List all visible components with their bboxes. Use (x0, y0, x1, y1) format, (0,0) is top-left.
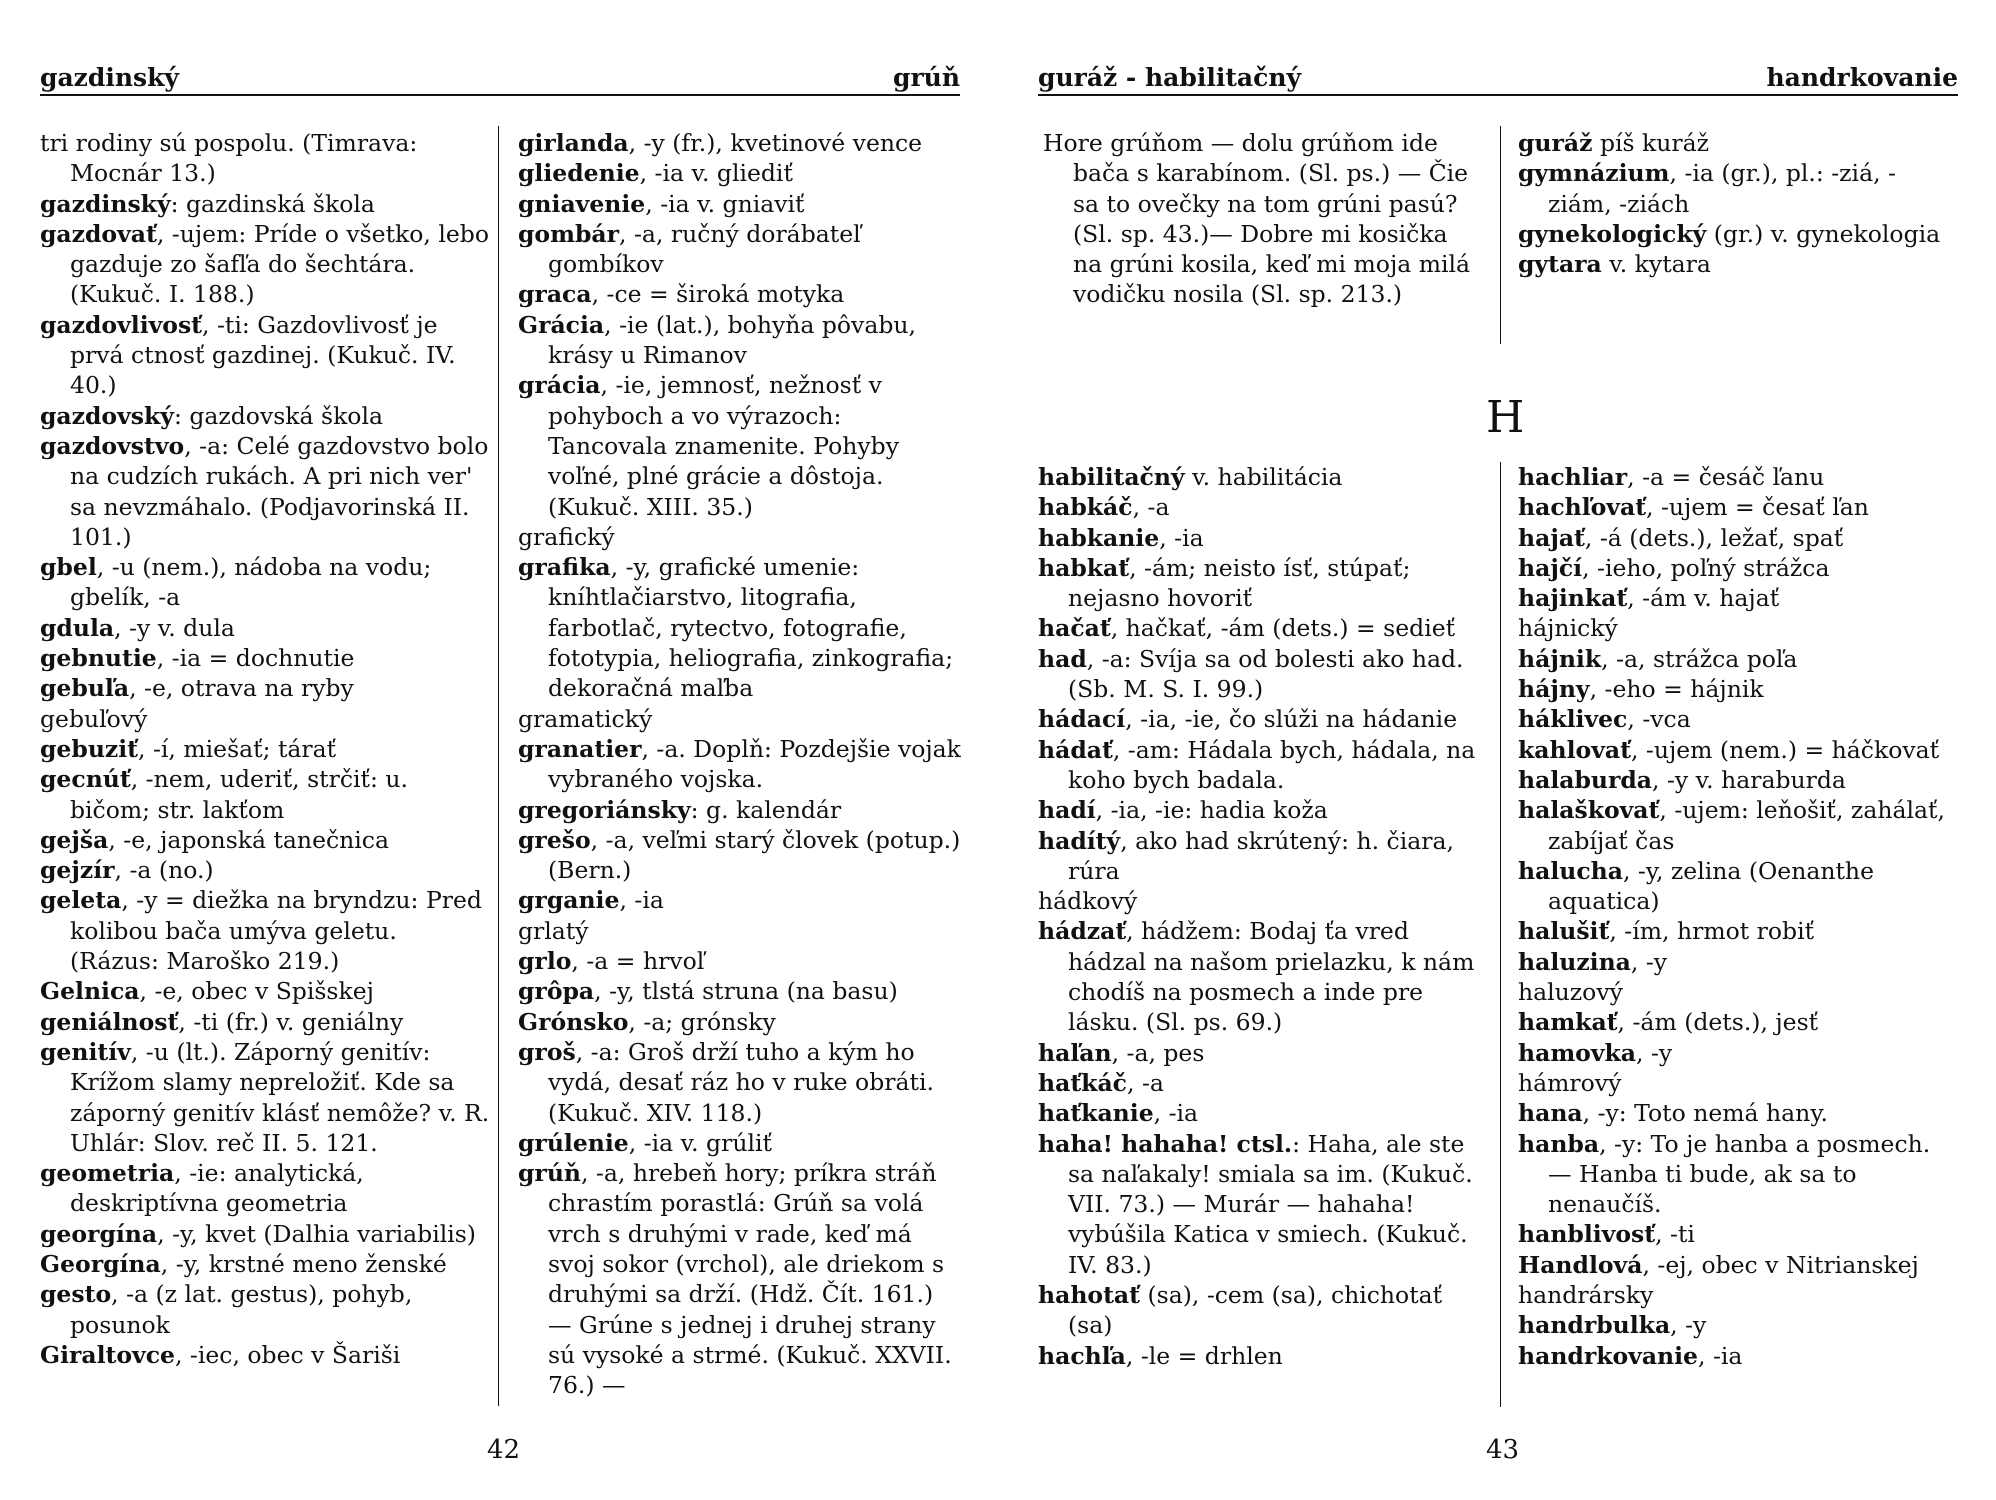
dictionary-entry: grganie, -ia (518, 886, 664, 915)
dictionary-entry: gdula, -y v. dula (40, 613, 235, 642)
dictionary-entry: hanblivosť, -ti (1518, 1220, 1695, 1249)
dictionary-entry: hačať, hačkať, -ám (dets.) = sedieť (1038, 614, 1456, 643)
dictionary-entry: grlatý (518, 916, 589, 945)
right-page (998, 0, 1996, 1500)
dictionary-entry: hádací, -ia, -ie, čo slúži na hádanie (1038, 705, 1458, 734)
dictionary-entry: gecnúť, -nem, uderiť, strčiť: u. bičom; str. lakťom (40, 765, 408, 824)
dictionary-entry: haťkáč, -a (1038, 1068, 1164, 1097)
dictionary-entry: guráž píš kuráž (1518, 129, 1710, 157)
column-divider (498, 126, 499, 1406)
dictionary-entry: hamkať, -ám (dets.), jesť (1518, 1008, 1819, 1037)
dictionary-entry: hachliar, -a = česáč ľanu (1518, 463, 1825, 491)
dictionary-entry: haha! hahaha! ctsl.: Haha, ale ste sa naľakaly! smiala sa im. (Kukuč. VII. 73.) — Murár — hahaha! vybúšila Katica v smiech. (Kukuč. IV. 83.) (1038, 1129, 1473, 1279)
header-left-word: guráž - habilitačný (1038, 63, 1302, 92)
dictionary-entry: grácia, -ie, jemnosť, nežnosť v pohyboch a vo výrazoch: Tancovala znamenite. Pohyby voľné, plné grácie a dôstoja. (Kukuč. XIII. 35.) (518, 371, 899, 521)
letter-heading: H (1486, 392, 1525, 443)
dictionary-entry: Grónsko, -a; grónsky (518, 1007, 776, 1036)
dictionary-entry: handrársky (1518, 1281, 1654, 1310)
left-column (1038, 462, 1483, 1371)
dictionary-entry: Georgína, -y, krstné meno ženské (40, 1249, 447, 1278)
dictionary-entry: gesto, -a (z lat. gestus), pohyb, posunok (40, 1280, 413, 1339)
dictionary-entry: halucha, -y, zelina (Oenanthe aquatica) (1518, 856, 1874, 916)
dictionary-entry: handrbulka, -y (1518, 1311, 1707, 1340)
dictionary-entry: hájny, -eho = hájnik (1518, 675, 1764, 704)
dictionary-entry: girlanda, -y (fr.), kvetinové vence (518, 129, 923, 157)
dictionary-entry: geometria, -ie: analytická, deskriptívna geometria (40, 1159, 364, 1218)
dictionary-entry: gniavenie, -ia v. gniaviť (518, 189, 805, 218)
dictionary-entry: hahotať (sa), -cem (sa), chichotať (sa) (1038, 1281, 1443, 1340)
dictionary-entry: gymnázium, -ia (gr.), pl.: -ziá, -ziám, -ziách (1518, 159, 1896, 218)
dictionary-entry: halaburda, -y v. haraburda (1518, 765, 1846, 794)
dictionary-entry: habilitačný v. habilitácia (1038, 463, 1343, 491)
dictionary-entry: gebnutie, -ia = dochnutie (40, 644, 355, 673)
running-header (40, 58, 960, 96)
dictionary-entry: hajať, -á (dets.), ležať, spať (1518, 523, 1844, 552)
dictionary-entry: hájnik, -a, strážca poľa (1518, 644, 1798, 673)
dictionary-entry: hana, -y: Toto nemá hany. (1518, 1099, 1828, 1128)
dictionary-entry: habkáč, -a (1038, 493, 1170, 522)
dictionary-entry: handrkovanie, -ia (1518, 1341, 1743, 1370)
dictionary-entry: gregoriánsky: g. kalendár (518, 795, 842, 824)
dictionary-entry: hajčí, -ieho, poľný strážca (1518, 553, 1830, 582)
dictionary-entry: gynekologický (gr.) v. gynekologia (1518, 219, 1941, 248)
header-right-word: grúň (892, 63, 960, 92)
dictionary-entry: hadí, -ia, -ie: hadia koža (1038, 796, 1328, 825)
dictionary-entry: georgína, -y, kvet (Dalhia variabilis) (40, 1219, 476, 1248)
dictionary-entry: grafický (518, 522, 615, 551)
dictionary-entry: gejša, -e, japonská tanečnica (40, 825, 389, 854)
dictionary-entry: Giraltovce, -iec, obec v Šariši (40, 1340, 401, 1369)
dictionary-entry: hájnický (1518, 614, 1618, 643)
dictionary-entry: halaškovať, -ujem: leňošiť, zahálať, zabíjať čas (1518, 796, 1945, 855)
right-column (518, 128, 963, 1400)
dictionary-entry: halušiť, -ím, hrmot robiť (1518, 917, 1815, 946)
dictionary-entry: granatier, -a. Doplň: Pozdejšie vojak vybraného vojska. (518, 734, 961, 794)
dictionary-entry: gliedenie, -ia v. gliediť (518, 159, 793, 188)
dictionary-entry: gazdovať, -ujem: Príde o všetko, lebo gazduje zo šafľa do šechtára. (Kukuč. I. 188.) (40, 219, 489, 309)
dictionary-entry: gebuľa, -e, otrava na ryby (40, 674, 354, 703)
running-header (1038, 58, 1958, 96)
dictionary-entry: hanba, -y: To je hanba a posmech. — Hanba ti bude, ak sa to nenaučíš. (1518, 1129, 1931, 1219)
header-right-word: handrkovanie (1766, 63, 1958, 92)
dictionary-entry: gebuziť, -í, miešať; tárať (40, 734, 337, 763)
dictionary-entry: habkať, -ám; neisto ísť, stúpať; nejasno hovoriť (1038, 553, 1411, 613)
right-column-top (1518, 128, 1958, 279)
dictionary-entry: genitív, -u (lt.). Záporný genitív: Krížom slamy nepreložiť. Kde sa záporný genitív klásť nemôže? v. R. Uhlár: Slov. reč II. 5. 121. (40, 1037, 490, 1157)
dictionary-entry: gebuľový (40, 704, 148, 733)
dictionary-entry: hadítý, ako had skrútený: h. čiara, rúra (1038, 826, 1454, 885)
dictionary-entry: haťkanie, -ia (1038, 1099, 1199, 1128)
dictionary-entry: grlo, -a = hrvoľ (518, 947, 705, 976)
dictionary-entry: hádzať, hádžem: Bodaj ťa vred hádzal na našom prielazku, k nám chodíš na posmech a inde pre lásku. (Sl. ps. 69.) (1038, 917, 1475, 1037)
dictionary-entry: Hore grúňom — dolu grúňom ide bača s karabínom. (Sl. ps.) — Čie sa to ovečky na tom grúni pasú? (Sl. sp. 43.)— Dobre mi kosička na grúni kosila, keď mi moja milá vodičku nosila (Sl. sp. 213.) (1043, 129, 1471, 309)
dictionary-entry: gazdinský: gazdinská škola (40, 189, 375, 218)
dictionary-entry: hachľa, -le = drhlen (1038, 1341, 1283, 1370)
column-divider-top (1500, 126, 1501, 344)
dictionary-entry: gazdovstvo, -a: Celé gazdovstvo bolo na cudzích rukách. A pri nich ver' sa nevzmáhalo. (Podjavorinská II. 101.) (40, 431, 489, 551)
dictionary-entry: tri rodiny sú pospolu. (Timrava: Mocnár 13.) (40, 129, 418, 188)
dictionary-entry: grešo, -a, veľmi starý človek (potup.) (Bern.) (518, 825, 961, 885)
dictionary-entry: gytara v. kytara (1518, 250, 1711, 279)
dictionary-entry: hachľovať, -ujem = česať ľan (1518, 493, 1869, 522)
dictionary-entry: grúň, -a, hrebeň hory; príkra stráň chrastím porastlá: Grúň sa volá vrch s druhými v rade, keď má svoj sokor (vrchol), ale driekom s druhými sa drží. (Hdž. Čít. 161.) — Grúne s jednej i druhej strany sú vysoké a strmé. (Kukuč. XXVII. 76.) — (518, 1159, 952, 1400)
dictionary-entry: gazdovský: gazdovská škola (40, 401, 383, 430)
dictionary-entry: groš, -a: Groš drží tuho a kým ho vydá, desať ráz ho v ruke obráti. (Kukuč. XIV. 118.) (518, 1037, 934, 1127)
dictionary-entry: grúlenie, -ia v. grúliť (518, 1128, 772, 1157)
dictionary-entry: grôpa, -y, tlstá struna (na basu) (518, 977, 898, 1006)
dictionary-entry: graca, -ce = široká motyka (518, 280, 845, 309)
dictionary-entry: hamovka, -y (1518, 1038, 1673, 1067)
dictionary-entry: geniálnosť, -ti (fr.) v. geniálny (40, 1007, 404, 1036)
dictionary-entry: geleta, -y = diežka na bryndzu: Pred kolibou bača umýva geletu. (Rázus: Maroško 219.) (40, 886, 482, 976)
page-number: 42 (487, 1435, 521, 1465)
left-column-top (1043, 128, 1481, 310)
dictionary-entry: Grácia, -ie (lat.), bohyňa pôvabu, krásy u Rimanov (518, 310, 916, 370)
dictionary-entry: grafika, -y, grafické umenie: kníhtlačiarstvo, litografia, farbotlač, rytectvo, fotografie, fototypia, heliografia, zinkografia; dekoračná maľba (518, 553, 954, 703)
dictionary-entry: gazdovlivosť, -ti: Gazdovlivosť je prvá ctnosť gazdinej. (Kukuč. IV. 40.) (40, 310, 456, 400)
dictionary-entry: hajinkať, -ám v. hajať (1518, 584, 1780, 613)
dictionary-entry: haluzový (1518, 978, 1623, 1007)
dictionary-entry: gombár, -a, ručný dorábateľ gombíkov (518, 219, 861, 279)
dictionary-entry: gejzír, -a (no.) (40, 856, 214, 885)
dictionary-entry: habkanie, -ia (1038, 523, 1204, 552)
dictionary-entry: háklivec, -vca (1518, 705, 1691, 734)
dictionary-entry: haľan, -a, pes (1038, 1038, 1205, 1067)
dictionary-entry: hádať, -am: Hádala bych, hádala, na koho bych badala. (1038, 735, 1476, 794)
left-column (40, 128, 490, 1370)
dictionary-entry: Handlová, -ej, obec v Nitrianskej (1518, 1250, 1919, 1279)
dictionary-entry: kahlovať, -ujem (nem.) = háčkovať (1518, 735, 1940, 764)
dictionary-entry: hámrový (1518, 1068, 1622, 1097)
dictionary-entry: had, -a: Svíja sa od bolesti ako had. (Sb. M. S. I. 99.) (1038, 644, 1464, 704)
dictionary-entry: haluzina, -y (1518, 947, 1668, 976)
header-left-word: gazdinský (40, 63, 179, 92)
dictionary-entry: gbel, -u (nem.), nádoba na vodu; gbelík, -a (40, 553, 432, 612)
right-column (1518, 462, 1958, 1371)
column-divider (1500, 462, 1501, 1407)
dictionary-entry: gramatický (518, 704, 653, 733)
page-number: 43 (1486, 1435, 1520, 1465)
dictionary-entry: hádkový (1038, 887, 1138, 916)
dictionary-entry: Gelnica, -e, obec v Spišskej (40, 977, 374, 1006)
